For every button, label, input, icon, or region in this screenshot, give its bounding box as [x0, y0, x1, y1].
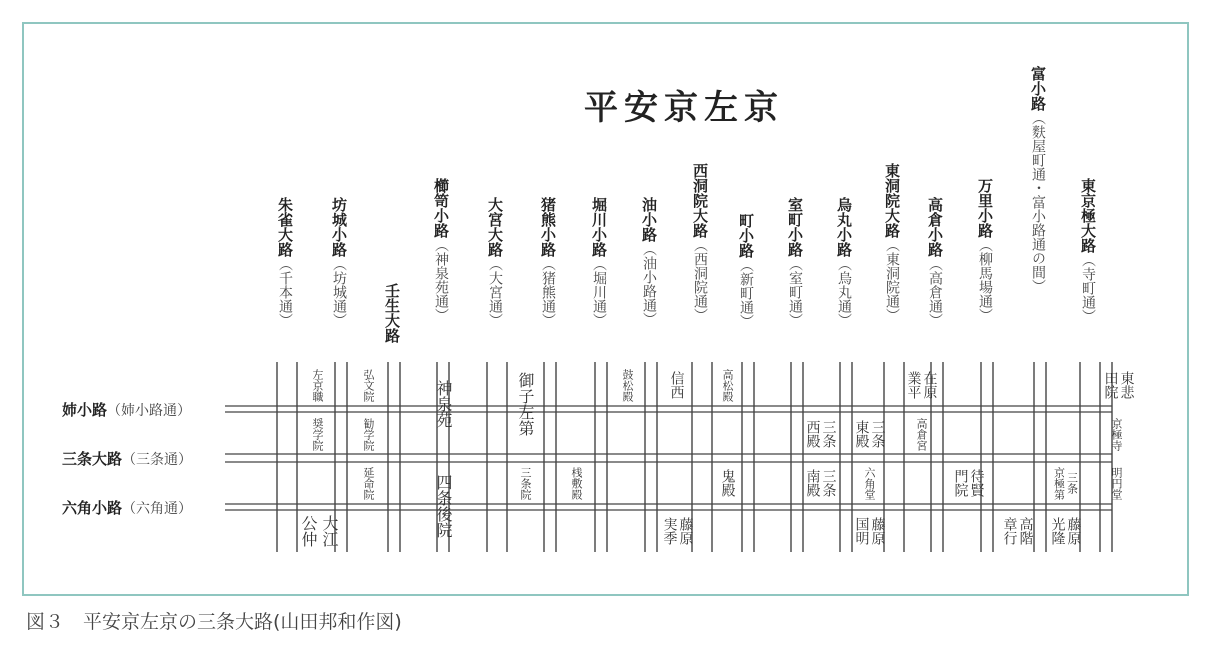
building-label-line: 高松殿: [721, 368, 734, 402]
building-label: [712, 463, 742, 503]
building-label: [558, 463, 594, 503]
building-label-line: 桟敷殿: [570, 466, 583, 500]
building-label-line: 信西: [668, 371, 685, 399]
building-label-line: 鼓松殿: [621, 368, 634, 402]
street-name: 姉小路: [62, 401, 108, 419]
building-label-line: 弘文院: [362, 368, 375, 402]
building-label-line: 高階: [1017, 517, 1034, 545]
building-label-line: 東悲: [1118, 371, 1135, 399]
street-name: 東京極大路: [1079, 178, 1097, 253]
building-label: [1044, 512, 1086, 550]
street-alt-name: （姉小路通）: [107, 403, 192, 419]
building-label-line: 四条後院: [434, 474, 453, 538]
street-alt-name: （東洞院通）: [884, 238, 900, 322]
street-name: 町小路: [737, 213, 755, 258]
street-name: 室町小路: [786, 197, 804, 257]
building-label: [298, 366, 336, 404]
street-name: 朱雀大路: [276, 197, 294, 257]
building-label-line: 三条: [1065, 472, 1079, 494]
building-label: [1098, 463, 1134, 503]
building-label: [948, 463, 988, 503]
building-label: [658, 366, 694, 404]
building-label-line: 御子左第: [516, 372, 535, 436]
street-name: 坊城小路: [330, 197, 348, 257]
building-label-line: 門院: [952, 469, 969, 497]
building-label: [400, 464, 486, 548]
street-name: 西洞院大路: [691, 163, 709, 238]
building-label-line: 章行: [1001, 517, 1018, 545]
building-label: [298, 414, 336, 454]
building-label: [609, 366, 645, 404]
street-alt-name: （神泉苑通）: [433, 238, 449, 322]
building-label-line: 京極第: [1052, 466, 1066, 500]
building-label: [296, 512, 341, 550]
building-label-line: 明円堂: [1110, 466, 1123, 500]
building-label-line: 実季: [661, 517, 678, 545]
street-name: 万里小路: [976, 178, 994, 238]
building-label-line: 国明: [853, 517, 870, 545]
street-alt-name: （六角通）: [122, 501, 193, 517]
building-label: [507, 463, 543, 503]
building-label: [800, 414, 840, 454]
building-label-line: 延命院: [362, 466, 375, 500]
building-label: [849, 414, 889, 454]
building-label: [902, 414, 940, 454]
street-name: 高倉小路: [926, 197, 944, 257]
building-label: [851, 463, 887, 503]
building-label: [1044, 463, 1086, 503]
building-label-line: 光隆: [1049, 517, 1066, 545]
building-label: [400, 364, 486, 444]
building-label-line: 鬼殿: [719, 469, 736, 497]
street-alt-name: （堀川通）: [591, 257, 607, 327]
building-label: [849, 512, 889, 550]
street-name: 壬生大路: [383, 283, 401, 343]
building-label-line: 六角堂: [863, 466, 876, 500]
street-alt-name: （高倉通）: [927, 257, 943, 327]
street-name: 堀川小路: [590, 197, 608, 257]
street-name: 三条大路: [62, 450, 123, 468]
building-label-line: 公仲: [299, 515, 318, 547]
figure-title: 平安京左京: [584, 88, 784, 128]
building-label: [1097, 366, 1139, 404]
building-label-line: 大江: [320, 515, 339, 547]
building-label-line: 藤原: [1065, 517, 1082, 545]
building-label-line: 待賢: [968, 469, 985, 497]
building-label-line: 高倉宮: [915, 417, 928, 451]
building-label: [712, 366, 742, 404]
building-label: [349, 463, 387, 503]
street-alt-name: （新町通）: [738, 258, 754, 328]
building-label-line: 南殿: [804, 469, 821, 497]
figure-caption: 図３ 平安京左京の三条大路(山田邦和作図): [26, 611, 402, 633]
street-alt-name: （油小路通）: [641, 242, 657, 326]
street-alt-name: （千本通）: [277, 257, 293, 327]
street-name: 油小路: [640, 197, 658, 242]
street-name: 猪熊小路: [539, 197, 557, 257]
building-label: [655, 512, 699, 550]
building-label-line: 西殿: [804, 420, 821, 448]
building-label-line: 在原: [921, 371, 938, 399]
building-label-line: 三条: [820, 469, 837, 497]
building-label-line: 田院: [1102, 371, 1119, 399]
street-alt-name: （寺町通）: [1080, 253, 1096, 323]
street-alt-name: （麩屋町通・富小路通の間）: [1030, 111, 1046, 293]
building-label-line: 業平: [905, 371, 922, 399]
building-label-line: 東殿: [853, 420, 870, 448]
building-label-line: 勧学院: [362, 417, 375, 451]
building-label-line: 三条: [869, 420, 886, 448]
street-name: 大宮大路: [486, 197, 504, 257]
street-alt-name: （坊城通）: [331, 257, 347, 327]
building-label-line: 藤原: [869, 517, 886, 545]
building-label: [900, 366, 942, 404]
building-label: [349, 366, 387, 404]
street-name: 烏丸小路: [835, 197, 853, 257]
street-alt-name: （烏丸通）: [836, 257, 852, 327]
building-label-line: 京極寺: [1110, 417, 1123, 451]
building-label: [507, 364, 543, 444]
building-label-line: 左京職: [311, 368, 324, 402]
building-label-line: 奨学院: [311, 417, 324, 451]
street-name: 六角小路: [62, 499, 123, 517]
building-label-line: 藤原: [677, 517, 694, 545]
street-alt-name: （三条通）: [122, 452, 193, 468]
building-label-line: 神泉苑: [434, 380, 453, 428]
street-name: 東洞院大路: [883, 163, 901, 238]
street-alt-name: （大宮通）: [487, 257, 503, 327]
building-label: [996, 512, 1038, 550]
building-label-line: 三条: [820, 420, 837, 448]
building-label: [1098, 414, 1134, 454]
street-alt-name: （柳馬場通）: [977, 238, 993, 322]
street-name: 富小路: [1029, 66, 1047, 111]
building-label-line: 三条院: [519, 466, 532, 500]
building-label: [800, 463, 840, 503]
street-name: 櫛笥小路: [432, 178, 450, 238]
building-label: [349, 414, 387, 454]
street-alt-name: （猪熊通）: [540, 257, 556, 327]
street-alt-name: （室町通）: [787, 257, 803, 327]
street-alt-name: （西洞院通）: [692, 238, 708, 322]
